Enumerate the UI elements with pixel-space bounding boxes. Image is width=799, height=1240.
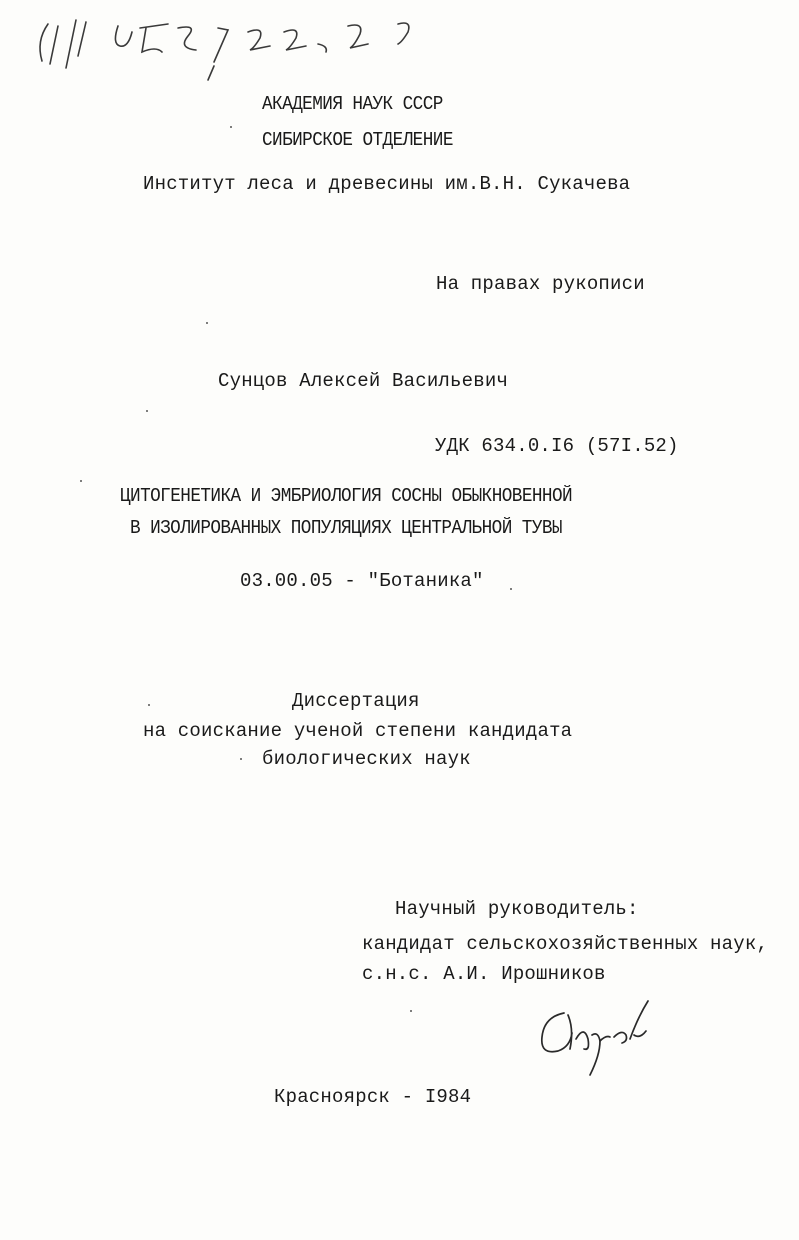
supervisor-name: с.н.с. А.И. Ирошников — [362, 963, 606, 985]
scan-speck — [410, 1010, 412, 1012]
specialty-code: 03.00.05 - "Ботаника" — [240, 570, 484, 592]
scan-speck — [80, 480, 82, 482]
udc-code: УДК 634.0.I6 (57I.52) — [435, 435, 679, 457]
handwritten-catalog-note — [28, 6, 428, 96]
academy-heading: АКАДЕМИЯ НАУК СССР — [262, 93, 443, 115]
institute-name: Институт леса и древесины им.В.Н. Сукачева — [143, 173, 631, 195]
scan-speck — [148, 704, 150, 706]
scan-speck — [240, 758, 242, 760]
manuscript-note: На правах рукописи — [436, 273, 645, 295]
scan-speck — [510, 588, 512, 590]
branch-heading: СИБИРСКОЕ ОТДЕЛЕНИЕ — [262, 129, 453, 151]
title-line-2: В ИЗОЛИРОВАННЫХ ПОПУЛЯЦИЯХ ЦЕНТРАЛЬНОЙ ТУВЫ — [130, 517, 562, 539]
supervisor-degree: кандидат сельскохозяйственных наук, — [362, 933, 769, 955]
scan-speck — [146, 410, 148, 412]
scan-speck — [206, 322, 208, 324]
dissertation-field: биологических наук — [262, 748, 471, 770]
scan-speck — [230, 126, 232, 128]
author-name: Сунцов Алексей Васильевич — [218, 370, 509, 392]
signature — [530, 995, 670, 1085]
title-line-1: ЦИТОГЕНЕТИКА И ЭМБРИОЛОГИЯ СОСНЫ ОБЫКНОВЕННОЙ — [120, 485, 573, 507]
place-and-year: Красноярск - I984 — [274, 1086, 472, 1108]
supervisor-label: Научный руководитель: — [395, 898, 639, 920]
dissertation-label: Диссертация — [292, 690, 420, 712]
dissertation-purpose: на соискание ученой степени кандидата — [143, 720, 573, 742]
